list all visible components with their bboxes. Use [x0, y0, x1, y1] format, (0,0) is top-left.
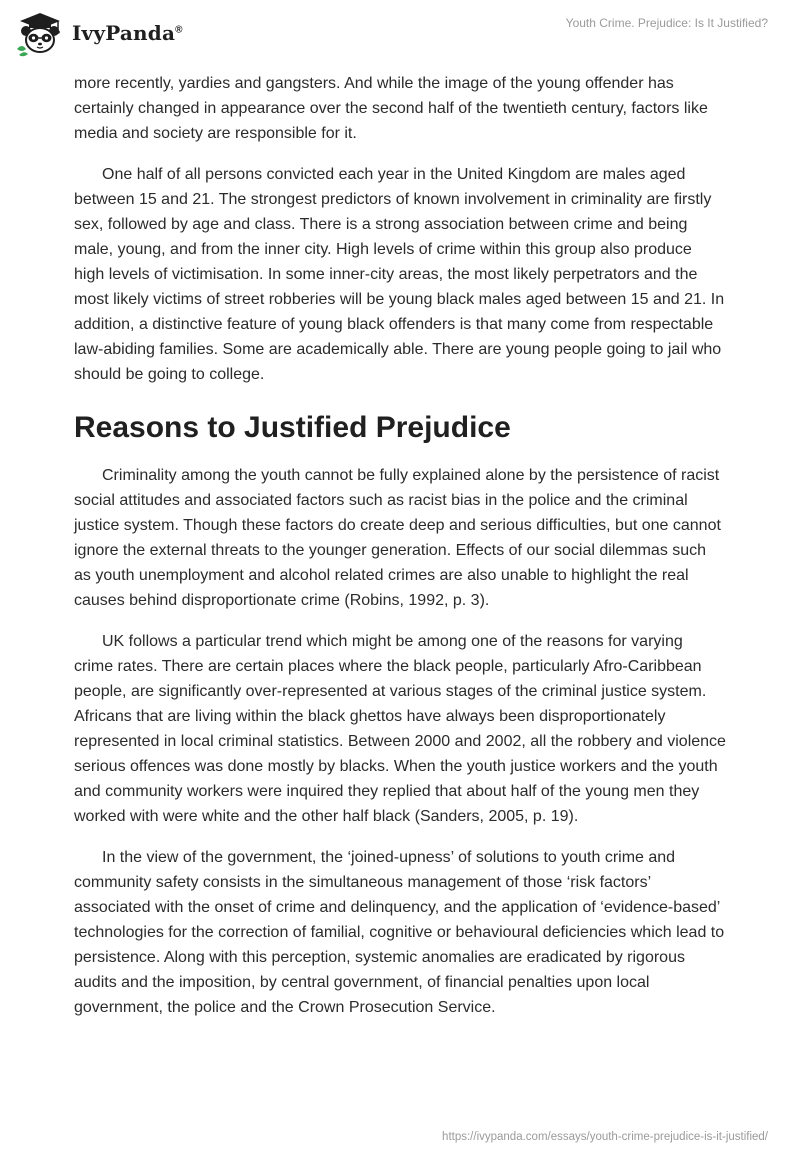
section-heading: Reasons to Justified Prejudice — [74, 411, 511, 444]
document-title: Youth Crime. Prejudice: Is It Justified? — [565, 16, 768, 30]
page-header — [0, 0, 800, 70]
essay-content — [74, 71, 726, 1036]
brand-name: IvyPanda® — [72, 21, 183, 45]
paragraph-1: more recently, yardies and gangsters. And while the image of the young offender has certainly changed in appearance over the second half of the twentieth century, factors like media and society are responsible for it. — [74, 75, 708, 142]
paragraph-3: Criminality among the youth cannot be fully explained alone by the persistence of racist social attitudes and associated factors such as racist bias in the police and the criminal justice system. Though these factors do create deep and serious difficulties, but one cannot ignore the external threats to the younger generation. Effects of our social dilemmas such as youth unemployment and alcohol related crimes are also unable to highlight the real causes behind disproportionate crime (Robins, 1992, p. 3). — [74, 467, 721, 609]
paragraph-2: One half of all persons convicted each year in the United Kingdom are males aged between 15 and 21. The strongest predictors of known involvement in criminality are firstly sex, followed by age and class. There is a strong association between crime and being male, young, and from the inner city. High levels of crime within this group also produce high levels of victimisation. In some inner-city areas, the most likely perpetrators and the most likely victims of street robberies will be young black males aged between 15 and 21. In addition, a distinctive feature of young black offenders is that many come from respectable law-abiding families. Some are academically able. There are young people going to jail who should be going to college. — [74, 166, 725, 383]
panda-graduate-icon — [14, 9, 66, 57]
paragraph-5: In the view of the government, the ‘joined-upness’ of solutions to youth crime and community safety consists in the simultaneous management of those ‘risk factors’ associated with the onset of crime and delinquency, and the application of ‘evidence-based’ technologies for the correction of familial, cognitive or behavioural deficiencies which lead to persistence. Along with this perception, systemic anomalies are eradicated by rigorous audits and the imposition, by central government, of financial penalties upon local government, the police and the Crown Prosecution Service. — [74, 849, 725, 1016]
paragraph-4: UK follows a particular trend which might be among one of the reasons for varying crime rates. There are certain places where the black people, particularly Afro-Caribbean people, are significantly over-represented at various stages of the criminal justice system. Africans that are living within the black ghettos have always been disproportionately represented in local criminal statistics. Between 2000 and 2002, all the robbery and violence serious offences was done mostly by blacks. When the youth justice workers and the youth and community workers were inquired they replied that about half of the young men they worked with were white and the other half black (Sanders, 2005, p. 19). — [74, 633, 726, 825]
ivypanda-logo[interactable] — [14, 9, 183, 57]
source-url[interactable]: https://ivypanda.com/essays/youth-crime-prejudice-is-it-justified/ — [442, 1131, 768, 1143]
